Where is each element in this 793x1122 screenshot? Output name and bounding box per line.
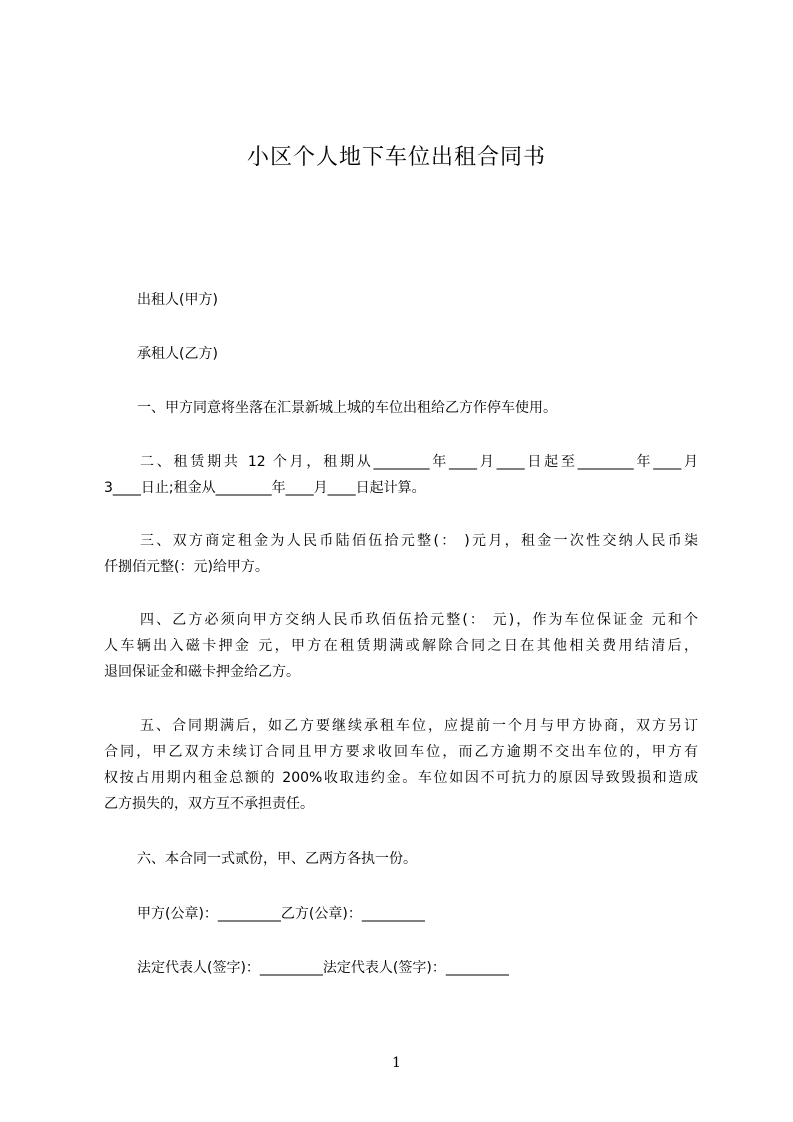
clause-2-line-2: 3____日止;租金从________年____月____日起计算。 bbox=[104, 480, 426, 496]
clause-4-line-1: 四、乙方必须向甲方交纳人民币玖佰伍拾元整(： 元)，作为车位保证金 元和个 bbox=[140, 612, 698, 628]
clause-3-line-2: 仟捌佰元整(：元)给甲方。 bbox=[104, 559, 269, 575]
clause-6: 六、本合同一式贰份，甲、乙两方各执一份。 bbox=[137, 851, 417, 867]
lessee-line: 承租人(乙方) bbox=[137, 346, 218, 362]
clause-5-line-1: 五、合同期满后，如乙方要继续承租车位，应提前一个月与甲方协商，双方另订 bbox=[140, 718, 698, 734]
clause-5-line-2: 合同，甲乙双方未续订合同且甲方要求收回车位，而乙方逾期不交出车位的，甲方有 bbox=[104, 744, 698, 760]
page-number: 1 bbox=[392, 1055, 401, 1071]
clause-5-line-4: 乙方损失的，双方互不承担责任。 bbox=[104, 796, 314, 812]
page-title: 小区个人地下车位出租合同书 bbox=[246, 145, 546, 170]
clause-4-line-2: 人车辆出入磁卡押金 元，甲方在租赁期满或解除合同之日在其他相关费用结清后， bbox=[104, 638, 698, 654]
clause-3-line-1: 三、双方商定租金为人民币陆佰伍拾元整(： )元月，租金一次性交纳人民币柒 bbox=[140, 533, 698, 549]
signature-line: 法定代表人(签字)：_________法定代表人(签字)：_________ bbox=[137, 960, 509, 976]
seal-line: 甲方(公章)：_________乙方(公章)：_________ bbox=[137, 906, 425, 922]
clause-4-line-3: 退回保证金和磁卡押金给乙方。 bbox=[104, 664, 300, 680]
clause-5-line-3: 权按占用期内租金总额的 200%收取违约金。车位如因不可抗力的原因导致毁损和造成 bbox=[104, 770, 698, 786]
clause-1: 一、甲方同意将坐落在汇景新城上城的车位出租给乙方作停车使用。 bbox=[137, 400, 557, 416]
lessor-line: 出租人(甲方) bbox=[137, 292, 218, 308]
clause-2-line-1: 二、租赁期共 12 个月，租期从________年____月____日起至________年____月 bbox=[140, 454, 698, 470]
